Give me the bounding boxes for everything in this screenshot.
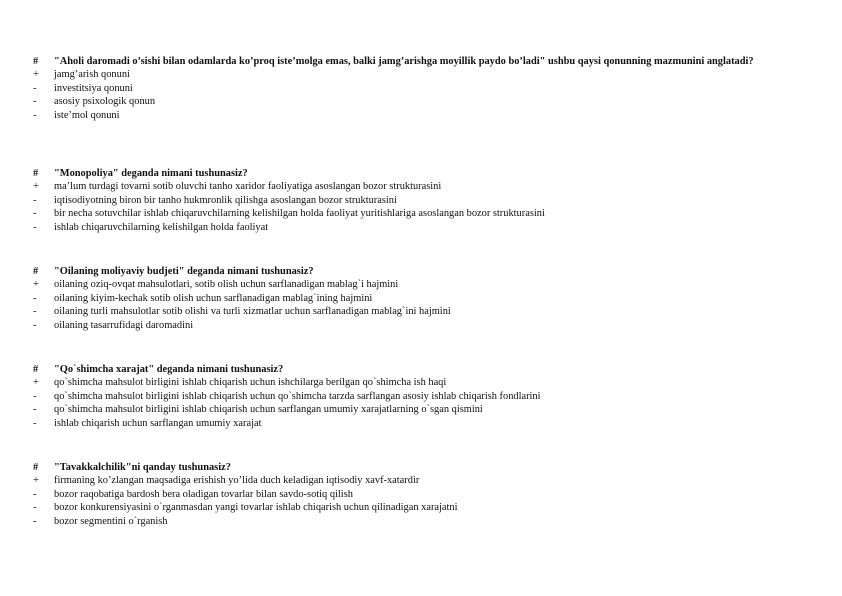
option-text: ma’lum turdagi tovarni sotib oluvchi tanho xaridor faoliyatiga asoslangan bozor strukturasini (54, 181, 442, 193)
question-marker: # (33, 56, 39, 67)
question-marker: # (33, 364, 39, 375)
answer-option (33, 305, 793, 318)
question-text: "Qo`shimcha xarajat" deganda nimani tushunasiz? (54, 364, 284, 375)
answer-option (33, 180, 793, 193)
question-text: "Tavakkalchilik"ni qanday tushunasiz? (54, 462, 231, 473)
answer-option (33, 417, 793, 430)
option-marker: + (33, 279, 39, 291)
question-block (33, 265, 793, 332)
question-text: "Monopoliya" deganda nimani tushunasiz? (54, 168, 248, 179)
question-row (33, 461, 793, 474)
question-row (33, 363, 793, 376)
option-marker: + (33, 377, 39, 389)
answer-option (33, 474, 793, 487)
option-text: investitsiya qonuni (54, 82, 133, 94)
question-row (33, 167, 793, 180)
option-marker: - (33, 208, 37, 220)
option-marker: + (33, 181, 39, 193)
option-text: ishlab chiqaruvchilarning kelishilgan holda faoliyat (54, 221, 269, 233)
option-marker: - (33, 306, 37, 318)
option-text: qo`shimcha mahsulot birligini ishlab chiqarish uchun ishchilarga berilgan qo`shimcha ish haqi (54, 377, 447, 389)
option-text: oilaning kiyim-kechak sotib olish uchun sarflanadigan mablag`ining hajmini (54, 292, 373, 304)
answer-option (33, 501, 793, 514)
option-marker: - (33, 502, 37, 514)
option-text: ishlab chiqarish uchun sarflangan umumiy xarajat (54, 417, 262, 429)
option-marker: - (33, 404, 37, 416)
answer-option (33, 82, 793, 95)
option-marker: - (33, 319, 37, 331)
option-text: oilaning tasarrufidagi daromadini (54, 319, 194, 331)
option-marker: - (33, 515, 37, 527)
answer-option (33, 515, 793, 528)
question-text: "Oilaning moliyaviy budjeti" deganda nimani tushunasiz? (54, 266, 314, 277)
option-marker: - (33, 417, 37, 429)
answer-option (33, 68, 793, 81)
option-text: bozor segmentini o`rganish (54, 515, 168, 527)
option-marker: - (33, 292, 37, 304)
option-text: bir necha sotuvchilar ishlab chiqaruvchilarning kelishilgan holda faoliyat yuritishlariga asoslangan bozor strukturasini (54, 208, 545, 220)
answer-option (33, 278, 793, 291)
question-block (33, 167, 793, 234)
option-text: qo`shimcha mahsulot birligini ishlab chiqarish uchun sarflangan umumiy xarajatlarning o`sgan qismini (54, 404, 483, 416)
option-text: jamg’arish qonuni (54, 69, 130, 81)
question-marker: # (33, 266, 39, 277)
question-block (33, 55, 793, 122)
option-marker: - (33, 488, 37, 500)
option-marker: - (33, 194, 37, 206)
question-block (33, 363, 793, 430)
option-marker: + (33, 475, 39, 487)
answer-option (33, 376, 793, 389)
answer-option (33, 488, 793, 501)
question-row (33, 55, 793, 68)
answer-option (33, 390, 793, 403)
answer-option (33, 319, 793, 332)
option-marker: + (33, 69, 39, 81)
question-marker: # (33, 168, 39, 179)
answer-option (33, 403, 793, 416)
option-marker: - (33, 221, 37, 233)
option-text: oilaning turli mahsulotlar sotib olishi va turli xizmatlar uchun sarflanadigan mablag`ini hajmini (54, 306, 451, 318)
option-marker: - (33, 109, 37, 121)
question-marker: # (33, 462, 39, 473)
answer-option (33, 194, 793, 207)
question-block (33, 461, 793, 528)
answer-option (33, 221, 793, 234)
option-text: bozor konkurensiyasini o`rganmasdan yangi tovarlar ishlab chiqarish uchun qilinadigan xarajatni (54, 502, 458, 514)
option-text: iste’mol qonuni (54, 109, 120, 121)
option-marker: - (33, 82, 37, 94)
answer-option (33, 292, 793, 305)
option-text: bozor raqobatiga bardosh bera oladigan tovarlar bilan savdo-sotiq qilish (54, 488, 353, 500)
option-text: qo`shimcha mahsulot birligini ishlab chiqarish uchun qo`shimcha tarzda sarflangan asosiy ishlab chiqarish fondlarini (54, 390, 541, 402)
question-text: "Aholi daromadi o’sishi bilan odamlarda ko’proq iste’molga emas, balki jamg’arishga moyillik paydo bo’ladi" ushbu qaysi qonunning mazmunini anglatadi? (54, 56, 754, 67)
answer-option (33, 207, 793, 220)
option-text: asosiy psixologik qonun (54, 96, 156, 108)
option-text: firmaning ko’zlangan maqsadiga erishish yo’lida duch keladigan iqtisodiy xavf-xatardir (54, 475, 420, 487)
option-marker: - (33, 96, 37, 108)
option-text: iqtisodiyotning biron bir tanho hukmronlik qilishga asoslangan bozor strukturasini (54, 194, 397, 206)
answer-option (33, 95, 793, 108)
option-text: oilaning oziq-ovqat mahsulotlari, sotib olish uchun sarflanadigan mablag`i hajmini (54, 279, 399, 291)
answer-option (33, 109, 793, 122)
option-marker: - (33, 390, 37, 402)
question-row (33, 265, 793, 278)
